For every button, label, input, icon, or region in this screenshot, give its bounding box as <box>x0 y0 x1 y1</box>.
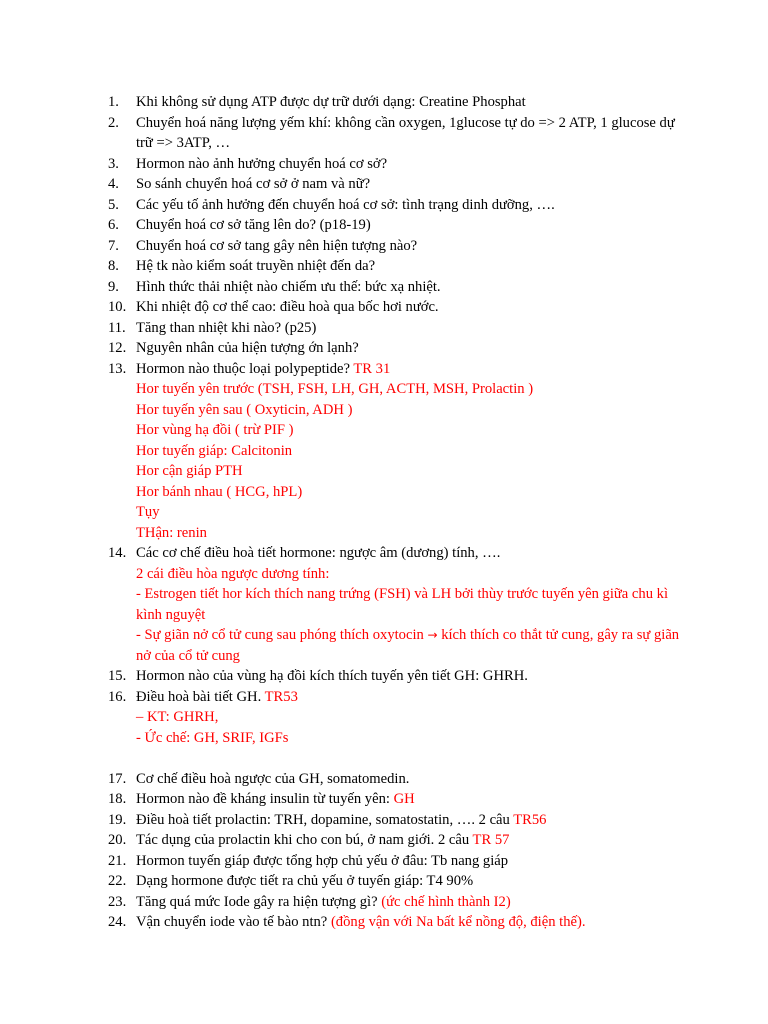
item-number: 23. <box>108 893 127 910</box>
list-item-22 <box>108 871 688 892</box>
item-number: 15. <box>108 668 127 684</box>
note-text: kích thích co thắt tử cung, gây ra sự giãn nở của cổ tử cung <box>136 627 680 664</box>
item-text: Khi nhiệt độ cơ thể cao: điều hoà qua bốc hơi nước. <box>136 299 439 315</box>
item-text: Tăng quá mức Iode gây ra hiện tượng gì? <box>136 893 378 910</box>
note-line: Hor tuyến yên sau ( Oxyticin, ADH ) <box>136 401 353 418</box>
item-number: 22. <box>108 873 127 889</box>
list-item-19 <box>108 810 688 831</box>
list-item-10 <box>108 297 688 318</box>
list-item-7 <box>108 236 688 257</box>
item-text: Chuyển hoá cơ sở tăng lên do? (p18-19) <box>136 217 371 233</box>
item-number: 16. <box>108 688 127 705</box>
item-number: 1. <box>108 94 119 110</box>
item-number: 13. <box>108 360 127 377</box>
note-line: Hor cận giáp PTH <box>136 463 243 479</box>
item-text: Các yếu tố ảnh hưởng đến chuyển hoá cơ sở: tình trạng dinh dưỡng, …. <box>136 196 555 213</box>
list-item-4 <box>108 174 688 195</box>
note-line <box>108 625 688 666</box>
question-list <box>108 92 688 933</box>
item-text: Tác dụng của prolactin khi cho con bú, ở nam giới. 2 câu <box>136 832 470 848</box>
item-number: 18. <box>108 791 127 807</box>
note-line: - Ức chế: GH, SRIF, IGFs <box>136 729 289 746</box>
item-text: Tăng than nhiệt khi nào? (p25) <box>136 319 317 336</box>
list-item-15 <box>108 666 688 687</box>
item-text: Chuyển hoá cơ sở tang gây nên hiện tượng nào? <box>136 237 418 254</box>
list-item-21 <box>108 851 688 872</box>
list-item-2 <box>108 113 688 154</box>
item-text: Điều hoà tiết prolactin: TRH, dopamine, somatostatin, …. 2 câu <box>136 811 510 828</box>
item-text: Dạng hormone được tiết ra chủ yếu ở tuyến giáp: T4 90% <box>136 873 474 889</box>
item-text: Chuyển hoá năng lượng yếm khí: không cần oxygen, 1glucose tự do => 2 ATP, 1 glucose dự trữ => 3ATP, … <box>136 114 675 151</box>
item-text: Điều hoà bài tiết GH. <box>136 688 262 705</box>
note-line: – KT: GHRH, <box>136 709 219 725</box>
list-item-23 <box>108 892 688 913</box>
item-text: Hormon nào thuộc loại polypeptide? <box>136 360 350 377</box>
item-text: Cơ chế điều hoà ngược của GH, somatomedin. <box>136 770 410 787</box>
item-number: 8. <box>108 258 119 274</box>
item-text: Nguyên nhân của hiện tượng ớn lạnh? <box>136 340 359 356</box>
item-text: Hormon nào của vùng hạ đồi kích thích tuyến yên tiết GH: GHRH. <box>136 668 528 684</box>
arrow-right-icon: → <box>427 628 438 642</box>
item-number: 19. <box>108 811 127 828</box>
list-item-16 <box>108 687 688 708</box>
note-line: THận: renin <box>136 524 207 541</box>
note-line: - Estrogen tiết hor kích thích nang trứng (FSH) và LH bởi thùy trước tuyến yên giữa chu kì kình nguyệt <box>136 586 669 623</box>
item-number: 20. <box>108 832 127 848</box>
item-answer: GH <box>393 791 415 807</box>
list-item-12 <box>108 338 688 359</box>
item-number: 10. <box>108 299 127 315</box>
note-line: Hor tuyến giáp: Calcitonin <box>136 442 293 459</box>
list-item-5 <box>108 195 688 216</box>
item-reference: TR56 <box>513 811 547 828</box>
list-item-24 <box>108 912 688 933</box>
list-item-20 <box>108 830 688 851</box>
list-item-18 <box>108 789 688 810</box>
list-item-1 <box>108 92 688 113</box>
item-number: 21. <box>108 852 127 869</box>
item-text: Hình thức thải nhiệt nào chiếm ưu thế: bức xạ nhiệt. <box>136 278 441 295</box>
list-item-8 <box>108 256 688 277</box>
list-item-14 <box>108 543 688 564</box>
item-reference: TR 31 <box>353 360 391 377</box>
item-text: Hormon nào đề kháng insulin từ tuyến yên: <box>136 791 390 807</box>
list-item-11 <box>108 318 688 339</box>
item-number: 12. <box>108 340 127 356</box>
item-text: Các cơ chế điều hoà tiết hormone: ngược âm (dương) tính, …. <box>136 545 501 561</box>
item-text: Khi không sử dụng ATP được dự trữ dưới dạng: Creatine Phosphat <box>136 94 526 110</box>
item-answer: (ức chế hình thành I2) <box>381 893 511 910</box>
item-text: Vận chuyển iode vào tế bào ntn? <box>136 914 328 930</box>
item-number: 11. <box>108 319 126 336</box>
item-number: 14. <box>108 545 127 561</box>
item-number: 2. <box>108 114 119 131</box>
item-text: So sánh chuyển hoá cơ sở ở nam và nữ? <box>136 176 371 192</box>
list-item-9 <box>108 277 688 298</box>
item-number: 6. <box>108 217 119 233</box>
list-item-6 <box>108 215 688 236</box>
list-item-13 <box>108 359 688 380</box>
item-number: 5. <box>108 196 119 213</box>
item-number: 17. <box>108 770 127 787</box>
item-text: Hệ tk nào kiểm soát truyền nhiệt đến da? <box>136 258 376 274</box>
item-reference: TR 57 <box>472 832 510 848</box>
note-line: Hor vùng hạ đồi ( trừ PIF ) <box>136 422 294 438</box>
note-heading: 2 cái điều hòa ngược dương tính: <box>136 565 330 582</box>
blank-line <box>108 748 688 769</box>
note-line: Hor bánh nhau ( HCG, hPL) <box>136 483 303 500</box>
item-reference: TR53 <box>264 688 298 705</box>
item-text: Hormon nào ảnh hưởng chuyển hoá cơ sở? <box>136 155 388 172</box>
list-item-3 <box>108 154 688 175</box>
item-number: 24. <box>108 914 127 930</box>
item-number: 3. <box>108 155 119 172</box>
item-number: 7. <box>108 237 119 254</box>
note-text: - Sự giãn nở cổ tử cung sau phóng thích oxytocin <box>136 627 424 643</box>
item-text: Hormon tuyến giáp được tổng hợp chủ yếu ở đâu: Tb nang giáp <box>136 852 509 869</box>
list-item-17 <box>108 769 688 790</box>
item-number: 9. <box>108 278 119 295</box>
item-number: 4. <box>108 176 119 192</box>
note-line: Tụy <box>136 504 160 520</box>
note-line: Hor tuyến yên trước (TSH, FSH, LH, GH, ACTH, MSH, Prolactin ) <box>136 381 534 397</box>
item-answer: (đồng vận với Na bất kể nồng độ, điện thế). <box>330 914 586 930</box>
